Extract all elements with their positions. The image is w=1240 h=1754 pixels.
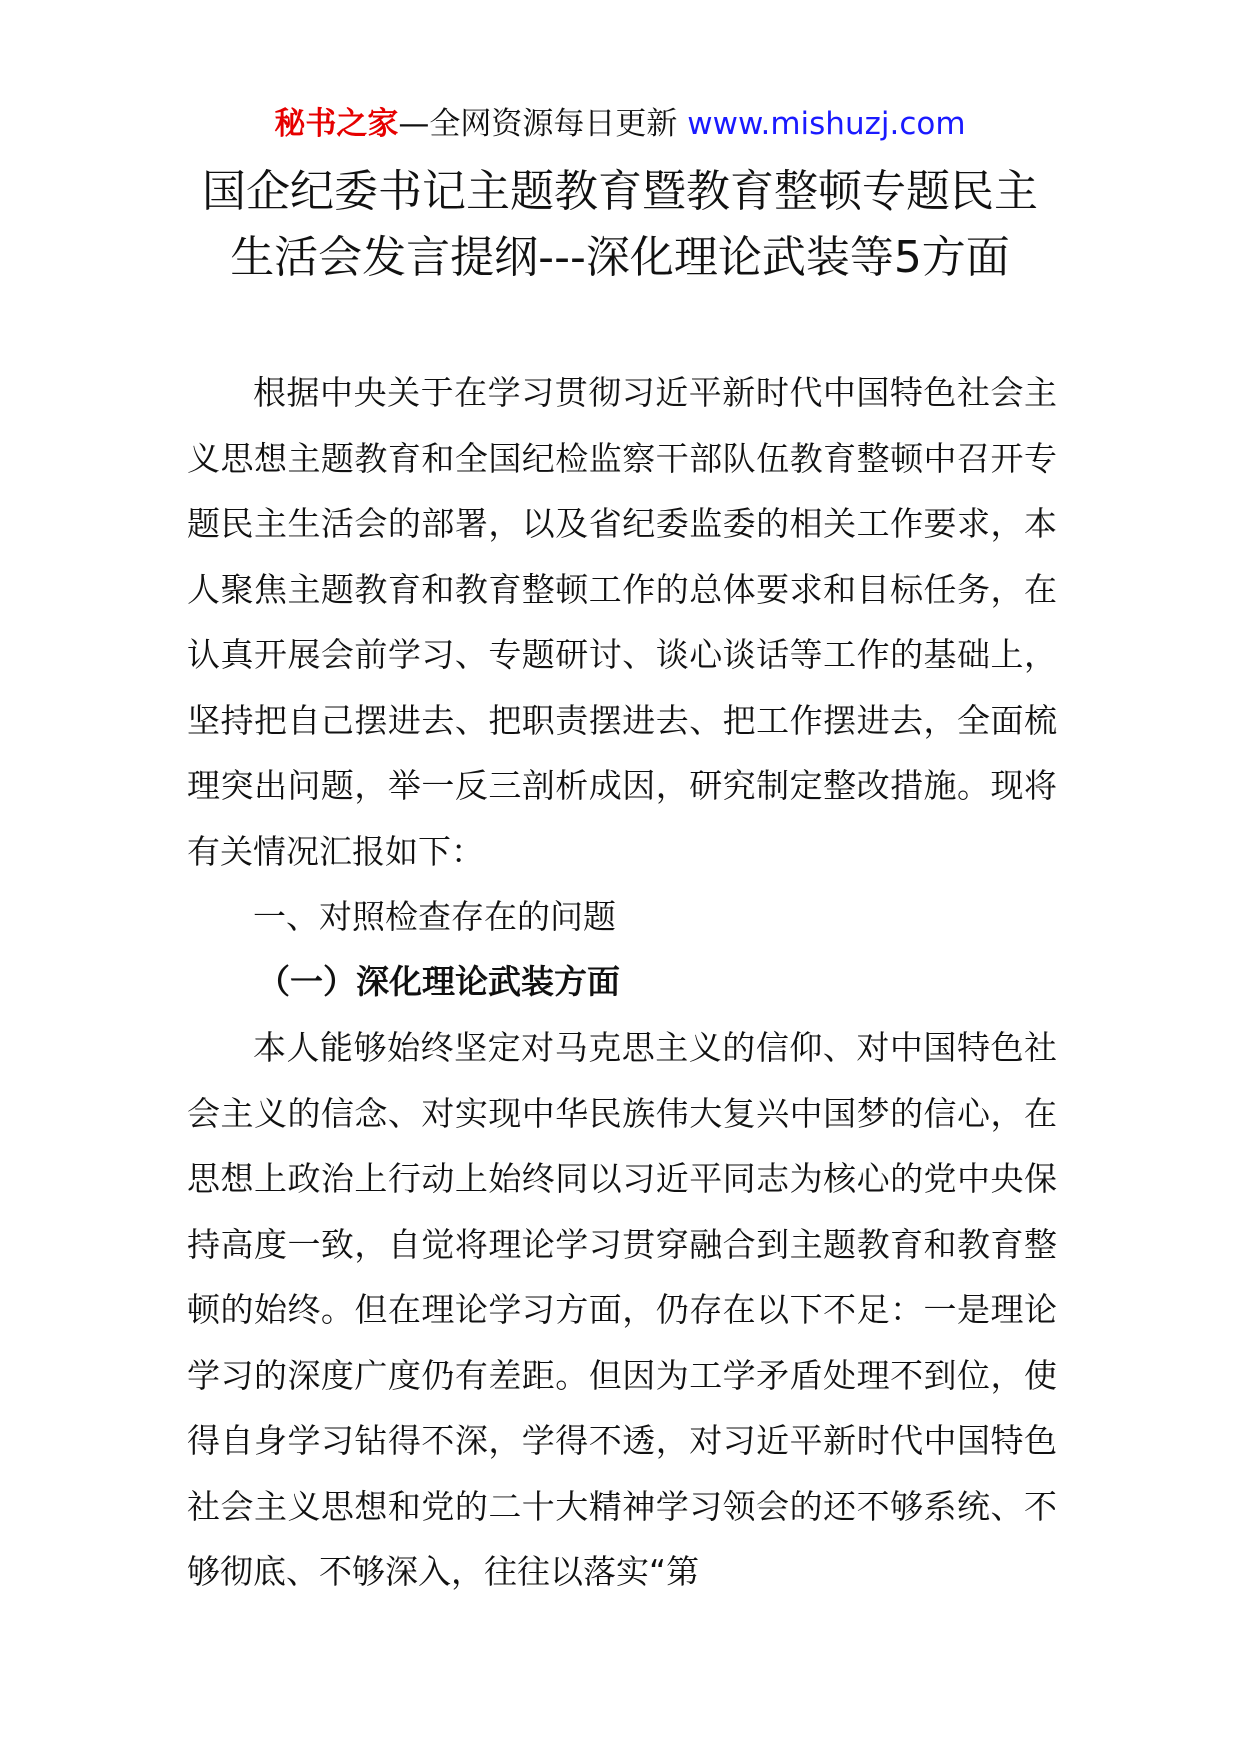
subsection-heading: （一）深化理论武装方面 [257,962,620,1001]
section-heading: 一、对照检查存在的问题 [253,897,616,936]
site-url-link[interactable]: www.mishuzj.com [677,106,966,142]
document-title-line-2: 生活会发言提纲---深化理论武装等5方面 [230,232,1010,283]
site-header [0,104,1240,144]
site-brand: 秘书之家 [274,106,399,142]
intro-paragraph: 根据中央关于在学习贯彻习近平新时代中国特色社会主义思想主题教育和全国纪检监察干部队伍教育整顿中召开专题民主生活会的部署，以及省纪委监委的相关工作要求，本人聚焦主题教育和教育整顿工作的总体要求和目标任务，在认真开展会前学习、专题研讨、谈心谈话等工作的基础上，坚持把自己摆进去、把职责摆进去、把工作摆进去，全面梳理突出问题，举一反三剖析成因，研究制定整改措施。现将有关情况汇报如下： [187,373,1057,871]
site-tagline: —全网资源每日更新 [398,106,678,142]
body-paragraph: 本人能够始终坚定对马克思主义的信仰、对中国特色社会主义的信念、对实现中华民族伟大复兴中国梦的信心，在思想上政治上行动上始终同以习近平同志为核心的党中央保持高度一致，自觉将理论学习贯穿融合到主题教育和教育整顿的始终。但在理论学习方面，仍存在以下不足：一是理论学习的深度广度仍有差距。但因为工学矛盾处理不到位，使得自身学习钻得不深，学得不透，对习近平新时代中国特色社会主义思想和党的二十大精神学习领会的还不够系统、不够彻底、不够深入，往往以落实“第 [187,1028,1057,1591]
document-title-line-1: 国企纪委书记主题教育暨教育整顿专题民主 [202,166,1038,217]
